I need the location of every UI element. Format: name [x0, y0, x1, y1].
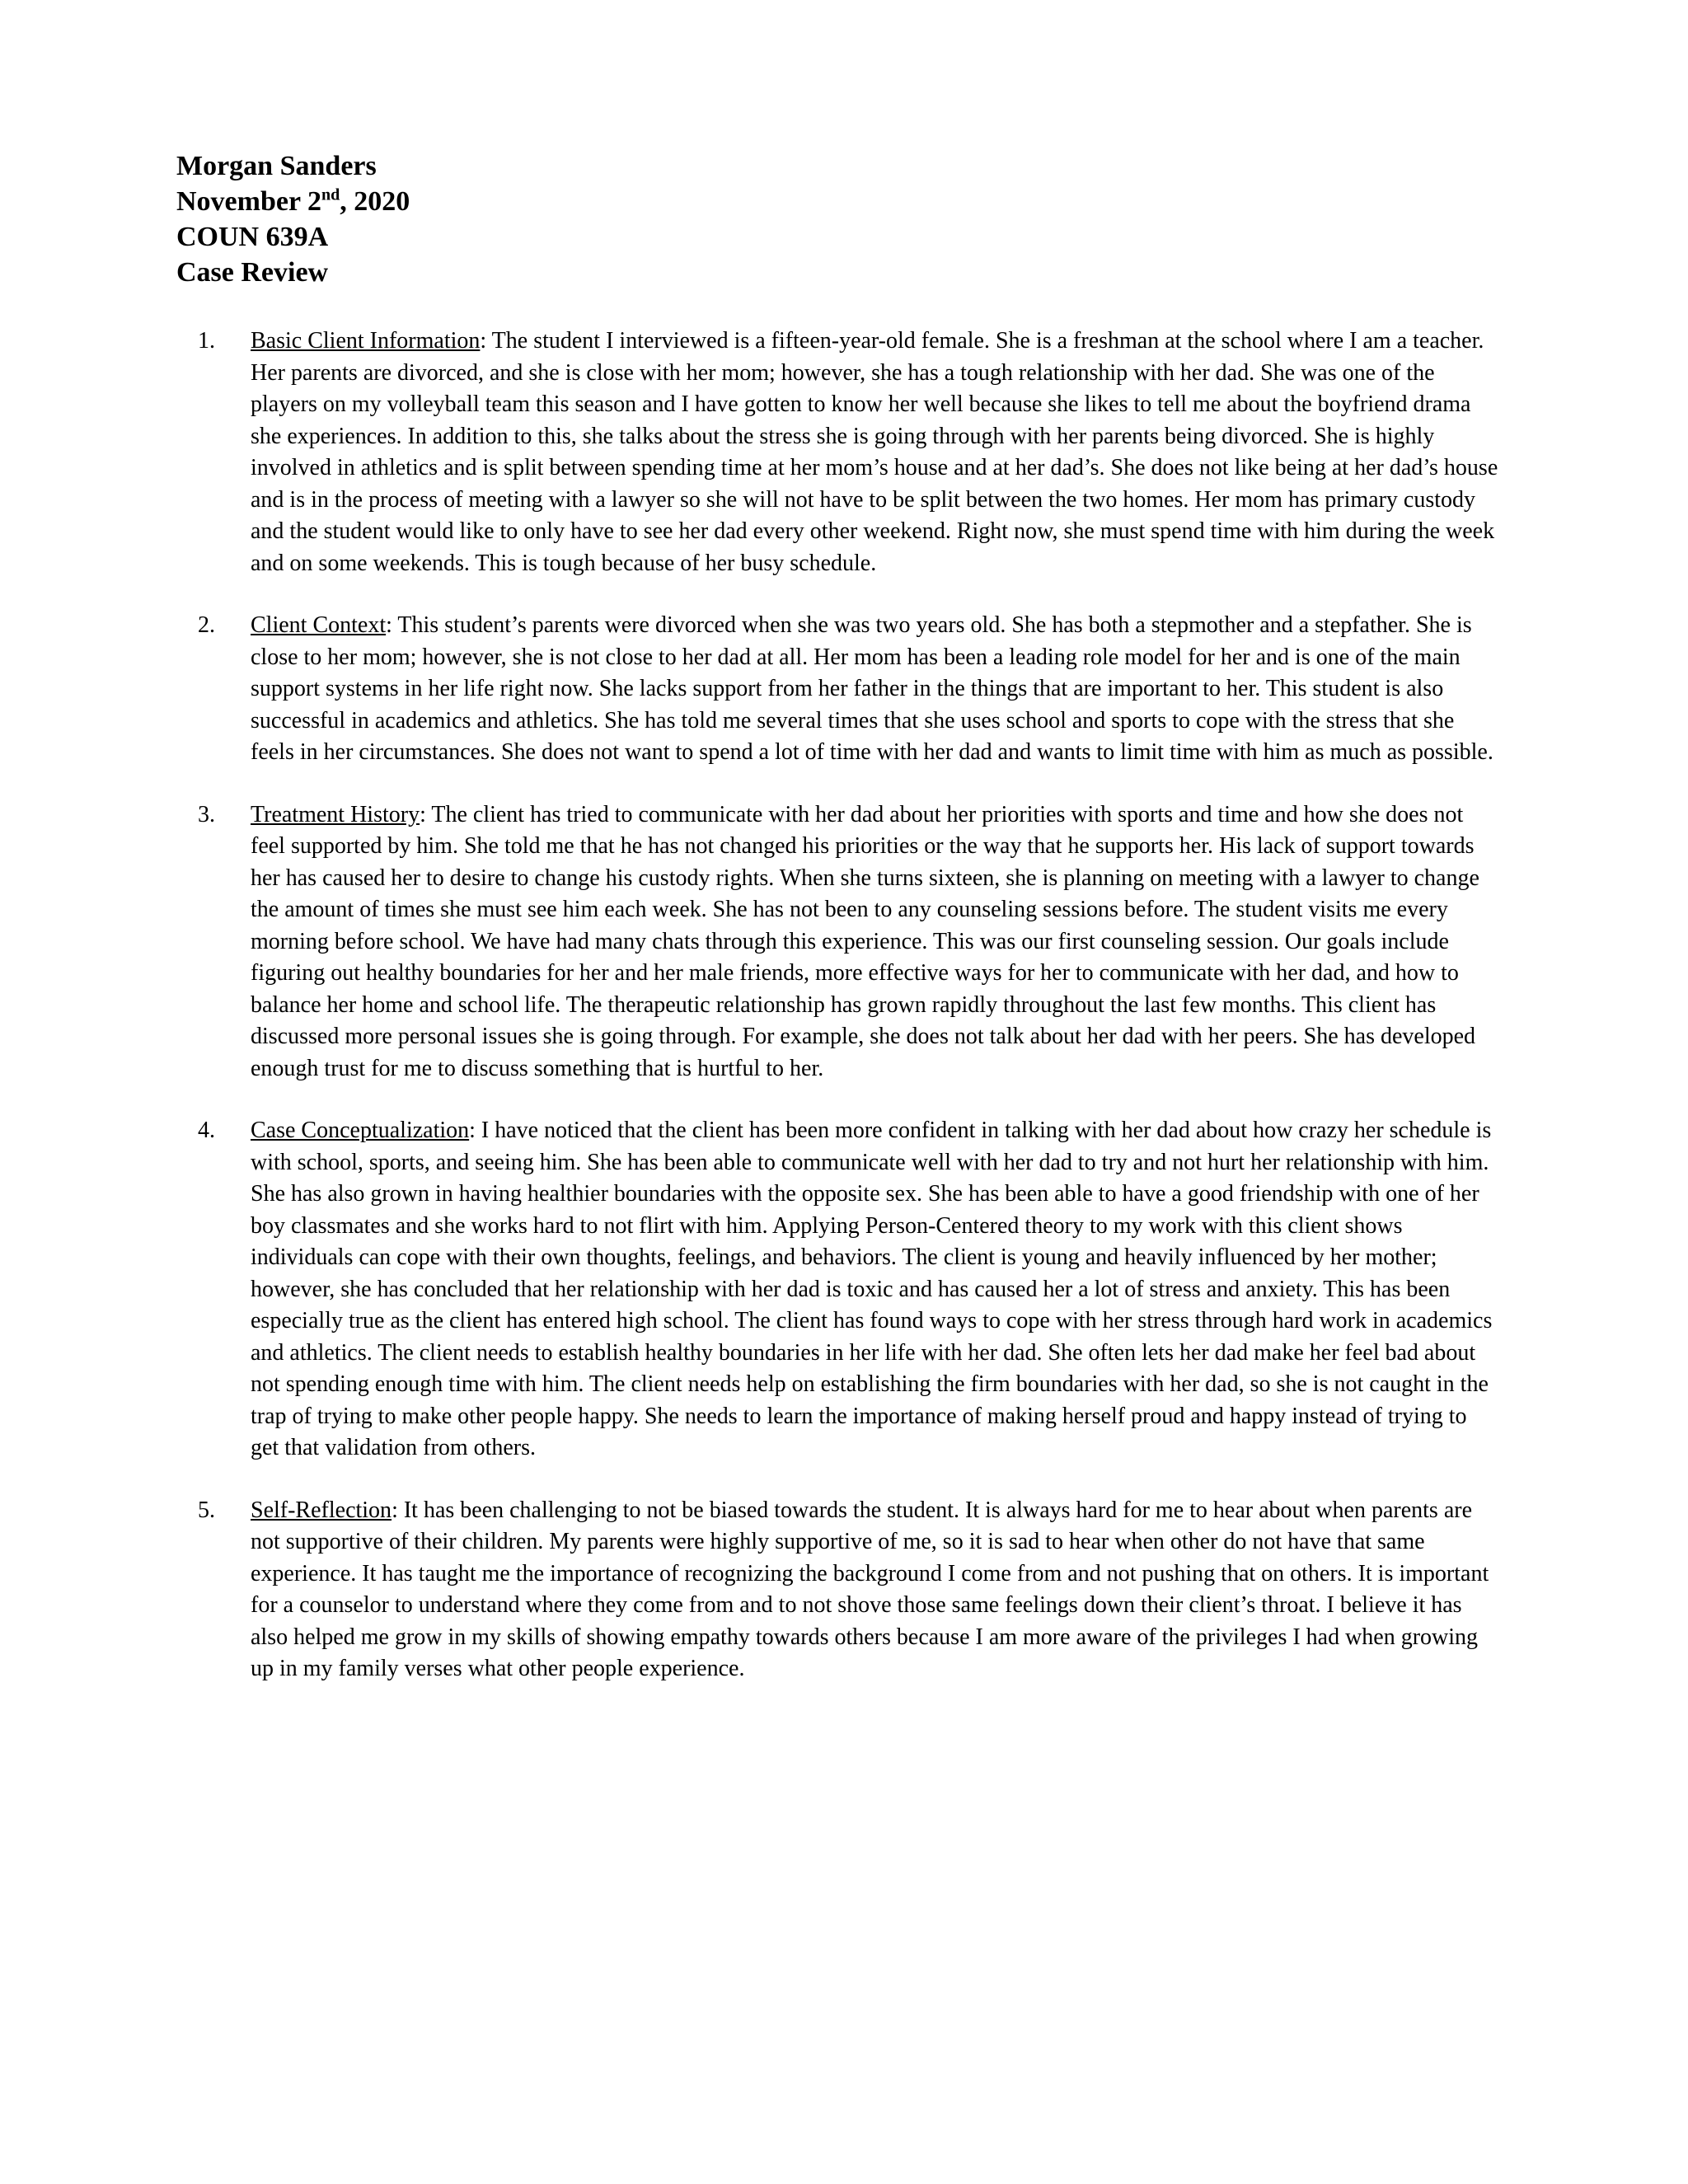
case-review-sections — [198, 326, 1500, 1685]
section-separator: : — [392, 1497, 404, 1523]
section-number: 4. — [198, 1118, 215, 1143]
date-year: , 2020 — [340, 186, 410, 217]
section-separator: : — [386, 612, 398, 638]
section-title: Case Conceptualization — [251, 1118, 470, 1143]
date-month-day: November 2 — [176, 186, 321, 217]
section-treatment-history — [198, 799, 1500, 1085]
section-title: Treatment History — [251, 801, 420, 827]
section-number: 3. — [198, 801, 215, 827]
section-body: This student’s parents were divorced when she was two years old. She has both a stepmother and a stepfather. She is close to her mom; however, she is not close to her dad at all. Her mom has been a leading role model for her and is one of the main support systems in her life right now. She lacks support from her father in the things that are important to her. This student is also successful in academics and athletics. She has told me several times that she uses school and sports to cope with the stress that she feels in her circumstances. She does not want to spend a lot of time with her dad and wants to limit time with him as much as possible. — [251, 612, 1493, 765]
section-number: 2. — [198, 612, 215, 638]
document-header — [176, 148, 410, 290]
document-title: Case Review — [176, 257, 329, 288]
section-body: The student I interviewed is a fifteen-year-old female. She is a freshman at the school where I am a teacher. Her parents are divorced, and she is close with her mom; however, she has a tough relationship with her dad. She was one of the players on my volleyball team this season and I have gotten to know her well because she likes to tell me about the boyfriend drama she experiences. In addition to this, she talks about the stress she is going through with her parents being divorced. She is highly involved in athletics and is split between spending time at her mom’s house and at her dad’s. She does not like being at her dad’s house and is in the process of meeting with a lawyer so she will not have to be split between the two homes. Her mom has primary custody and the student would like to only have to see her dad every other weekend. Right now, she must spend time with him during the week and on some weekends. This is tough because of her busy schedule. — [251, 328, 1498, 576]
section-separator: : — [469, 1118, 481, 1143]
document-date — [176, 184, 410, 219]
section-body: The client has tried to communicate with her dad about her priorities with sports and time and how she does not feel supported by him. She told me that he has not changed his priorities or the way that he supports her. His lack of support towards her has caused her to desire to change his custody rights. When she turns sixteen, she is planning on meeting with a lawyer to change the amount of times she must see him each week. She has not been to any counseling sessions before. The student visits me every morning before school. We have had many chats through this experience. This was our first counseling session. Our goals include figuring out healthy boundaries for her and her male friends, more effective ways for her to communicate with her dad, and how to balance her home and school life. The therapeutic relationship has grown rapidly throughout the last few months. This client has discussed more personal issues she is going through. For example, she does not talk about her dad with her peers. She has developed enough trust for me to discuss something that is hurtful to her. — [251, 801, 1479, 1081]
section-number: 1. — [198, 328, 215, 354]
section-title: Basic Client Information — [251, 328, 481, 354]
section-number: 5. — [198, 1497, 215, 1523]
section-separator: : — [480, 328, 492, 354]
section-title: Self-Reflection — [251, 1497, 392, 1523]
author-name: Morgan Sanders — [176, 151, 377, 181]
section-separator: : — [420, 801, 432, 827]
section-body: I have noticed that the client has been more confident in talking with her dad about how crazy her schedule is with school, sports, and seeing him. She has been able to communicate well with her dad to try and not hurt her relationship with him. She has also grown in having healthier boundaries with the opposite sex. She has been able to have a good friendship with one of her boy classmates and she works hard to not flirt with him. Applying Person-Centered theory to my work with this client shows individuals can cope with their own thoughts, feelings, and behaviors. The client is young and heavily influenced by her mother; however, she has concluded that her relationship with her dad is toxic and has caused her a lot of stress and anxiety. This has been especially true as the client has entered high school. The client has found ways to cope with her stress through hard work in academics and athletics. The client needs to establish healthy boundaries in her life with her dad. She often lets her dad make her feel bad about not spending enough time with him. The client needs help on establishing the firm boundaries with her dad, so she is not caught in the trap of trying to make other people happy. She needs to learn the importance of making herself proud and happy instead of trying to get that validation from others. — [251, 1118, 1493, 1460]
section-self-reflection — [198, 1495, 1500, 1685]
course-code: COUN 639A — [176, 222, 329, 252]
section-basic-client-information — [198, 326, 1500, 579]
section-body: It has been challenging to not be biased towards the student. It is always hard for me to hear about when parents are not supportive of their children. My parents were highly supportive of me, so it is sad to hear when other do not have that same experience. It has taught me the importance of recognizing the background I come from and not pushing that on others. It is important for a counselor to understand where they come from and to not shove those same feelings down their client’s throat. I believe it has also helped me grow in my skills of showing empathy towards others because I am more aware of the privileges I had when growing up in my family verses what other people experience. — [251, 1497, 1489, 1681]
section-title: Client Context — [251, 612, 387, 638]
section-client-context — [198, 610, 1500, 769]
date-ordinal-suffix: nd — [321, 185, 340, 204]
section-case-conceptualization — [198, 1115, 1500, 1465]
